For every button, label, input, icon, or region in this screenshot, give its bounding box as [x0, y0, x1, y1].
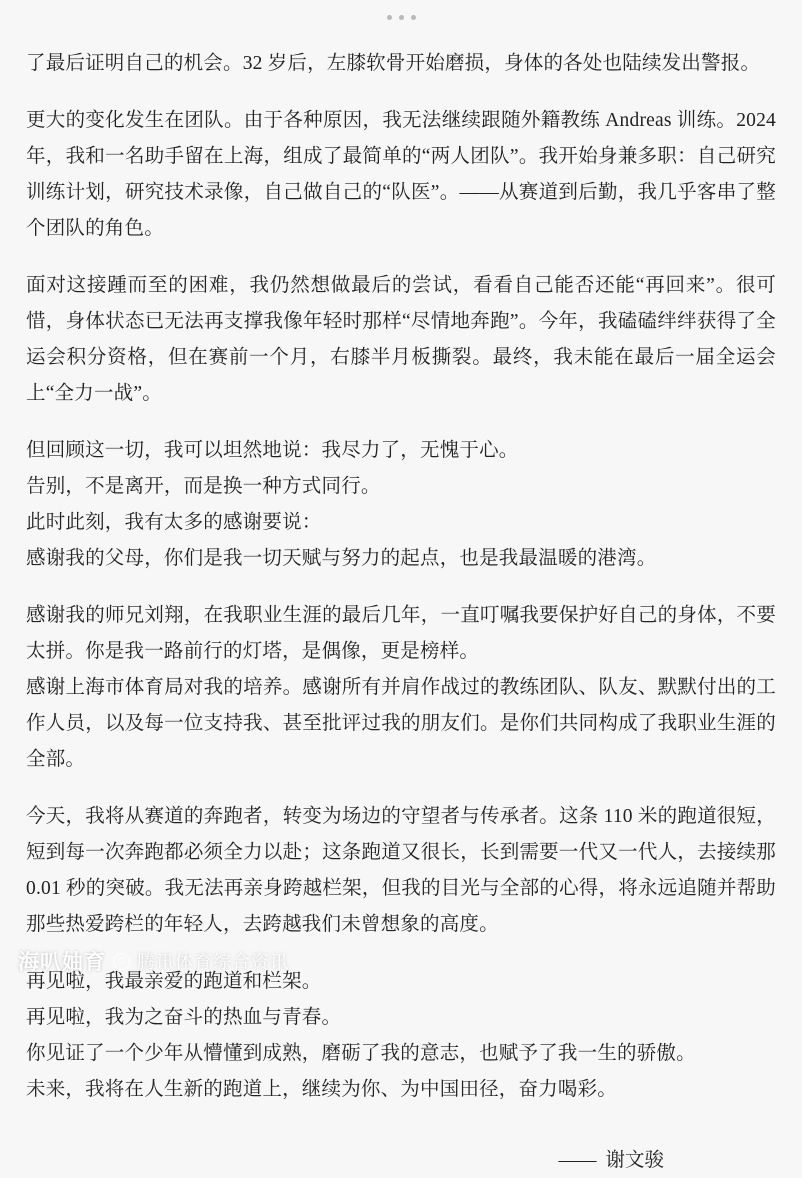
paragraph: 更大的变化发生在团队。由于各种原因，我无法继续跟随外籍教练 Andreas 训练。2024 年，我和一名助手留在上海，组成了最简单的“两人团队”。我开始身兼多职：自己研究训练计划，研究技术录像，自己做自己的“队医”。——从赛道到后勤，我几乎客串了整个团队的角色。 — [26, 110, 776, 239]
paragraph: 感谢上海市体育局对我的培养。感谢所有并肩作战过的教练团队、队友、默默付出的工作人员，以及每一位支持我、甚至批评过我的朋友们。是你们共同构成了我职业生涯的全部。 — [26, 677, 776, 770]
watermark-brand: 海叭妯育 — [18, 951, 106, 974]
paragraph: 感谢我的父母，你们是我一切天赋与努力的起点，也是我最温暖的港湾。 — [26, 548, 657, 569]
signature-name: 谢文骏 — [605, 1150, 664, 1171]
copyright-icon: © — [113, 953, 130, 970]
paragraph: 今天，我将从赛道的奔跑者，转变为场边的守望者与传承者。这条 110 米的跑道很短，短到每一次奔跑都必须全力以赴；这条跑道又很长，长到需要一代又一代人，去接续那 0.01 秒的突破。我无法再亲身跨越栏架，但我的目光与全部的心得，将永远追随并帮助那些热爱跨栏的年轻人，去跨越我们未曾想象的高度。 — [26, 806, 776, 935]
dot-2 — [399, 15, 404, 20]
paragraph: 面对这接踵而至的困难，我仍然想做最后的尝试，看看自己能否还能“再回来”。很可惜，身体状态已无法再支撑我像年轻时那样“尽情地奔跑”。今年，我磕磕绊绊获得了全运会积分资格，但在赛前一个月，右膝半月板撕裂。最终，我未能在最后一届全运会上“全力一战”。 — [26, 275, 776, 404]
paragraph: 此时此刻，我有太多的感谢要说： — [26, 512, 322, 533]
paragraph: 感谢我的师兄刘翔，在我职业生涯的最后几年，一直叮嘱我要保护好自己的身体，不要太拼。你是我一路前行的灯塔，是偶像，更是榜样。 — [26, 605, 776, 662]
dot-3 — [411, 15, 416, 20]
more-options-dots[interactable] — [26, 0, 776, 34]
signature — [26, 1144, 776, 1178]
watermark — [18, 946, 289, 976]
dot-1 — [387, 15, 392, 20]
paragraph: 未来，我将在人生新的跑道上，继续为你、为中国田径，奋力喝彩。 — [26, 1079, 618, 1100]
paragraph: 但回顾这一切，我可以坦然地说：我尽力了，无愧于心。 — [26, 440, 519, 461]
paragraph: 告别，不是离开，而是换一种方式同行。 — [26, 476, 381, 497]
signature-dash: —— — [558, 1150, 596, 1171]
paragraph: 再见啦，我最亲爱的跑道和栏架。 — [26, 971, 322, 992]
paragraph: 再见啦，我为之奋斗的热血与青春。 — [26, 1007, 342, 1028]
article-body — [26, 46, 776, 1178]
watermark-source: 腾讯体育综合资讯 — [137, 952, 289, 972]
paragraph: 了最后证明自己的机会。32 岁后，左膝软骨开始磨损，身体的各处也陆续发出警报。 — [26, 53, 761, 74]
paragraph: 你见证了一个少年从懵懂到成熟，磨砺了我的意志，也赋予了我一生的骄傲。 — [26, 1043, 696, 1064]
